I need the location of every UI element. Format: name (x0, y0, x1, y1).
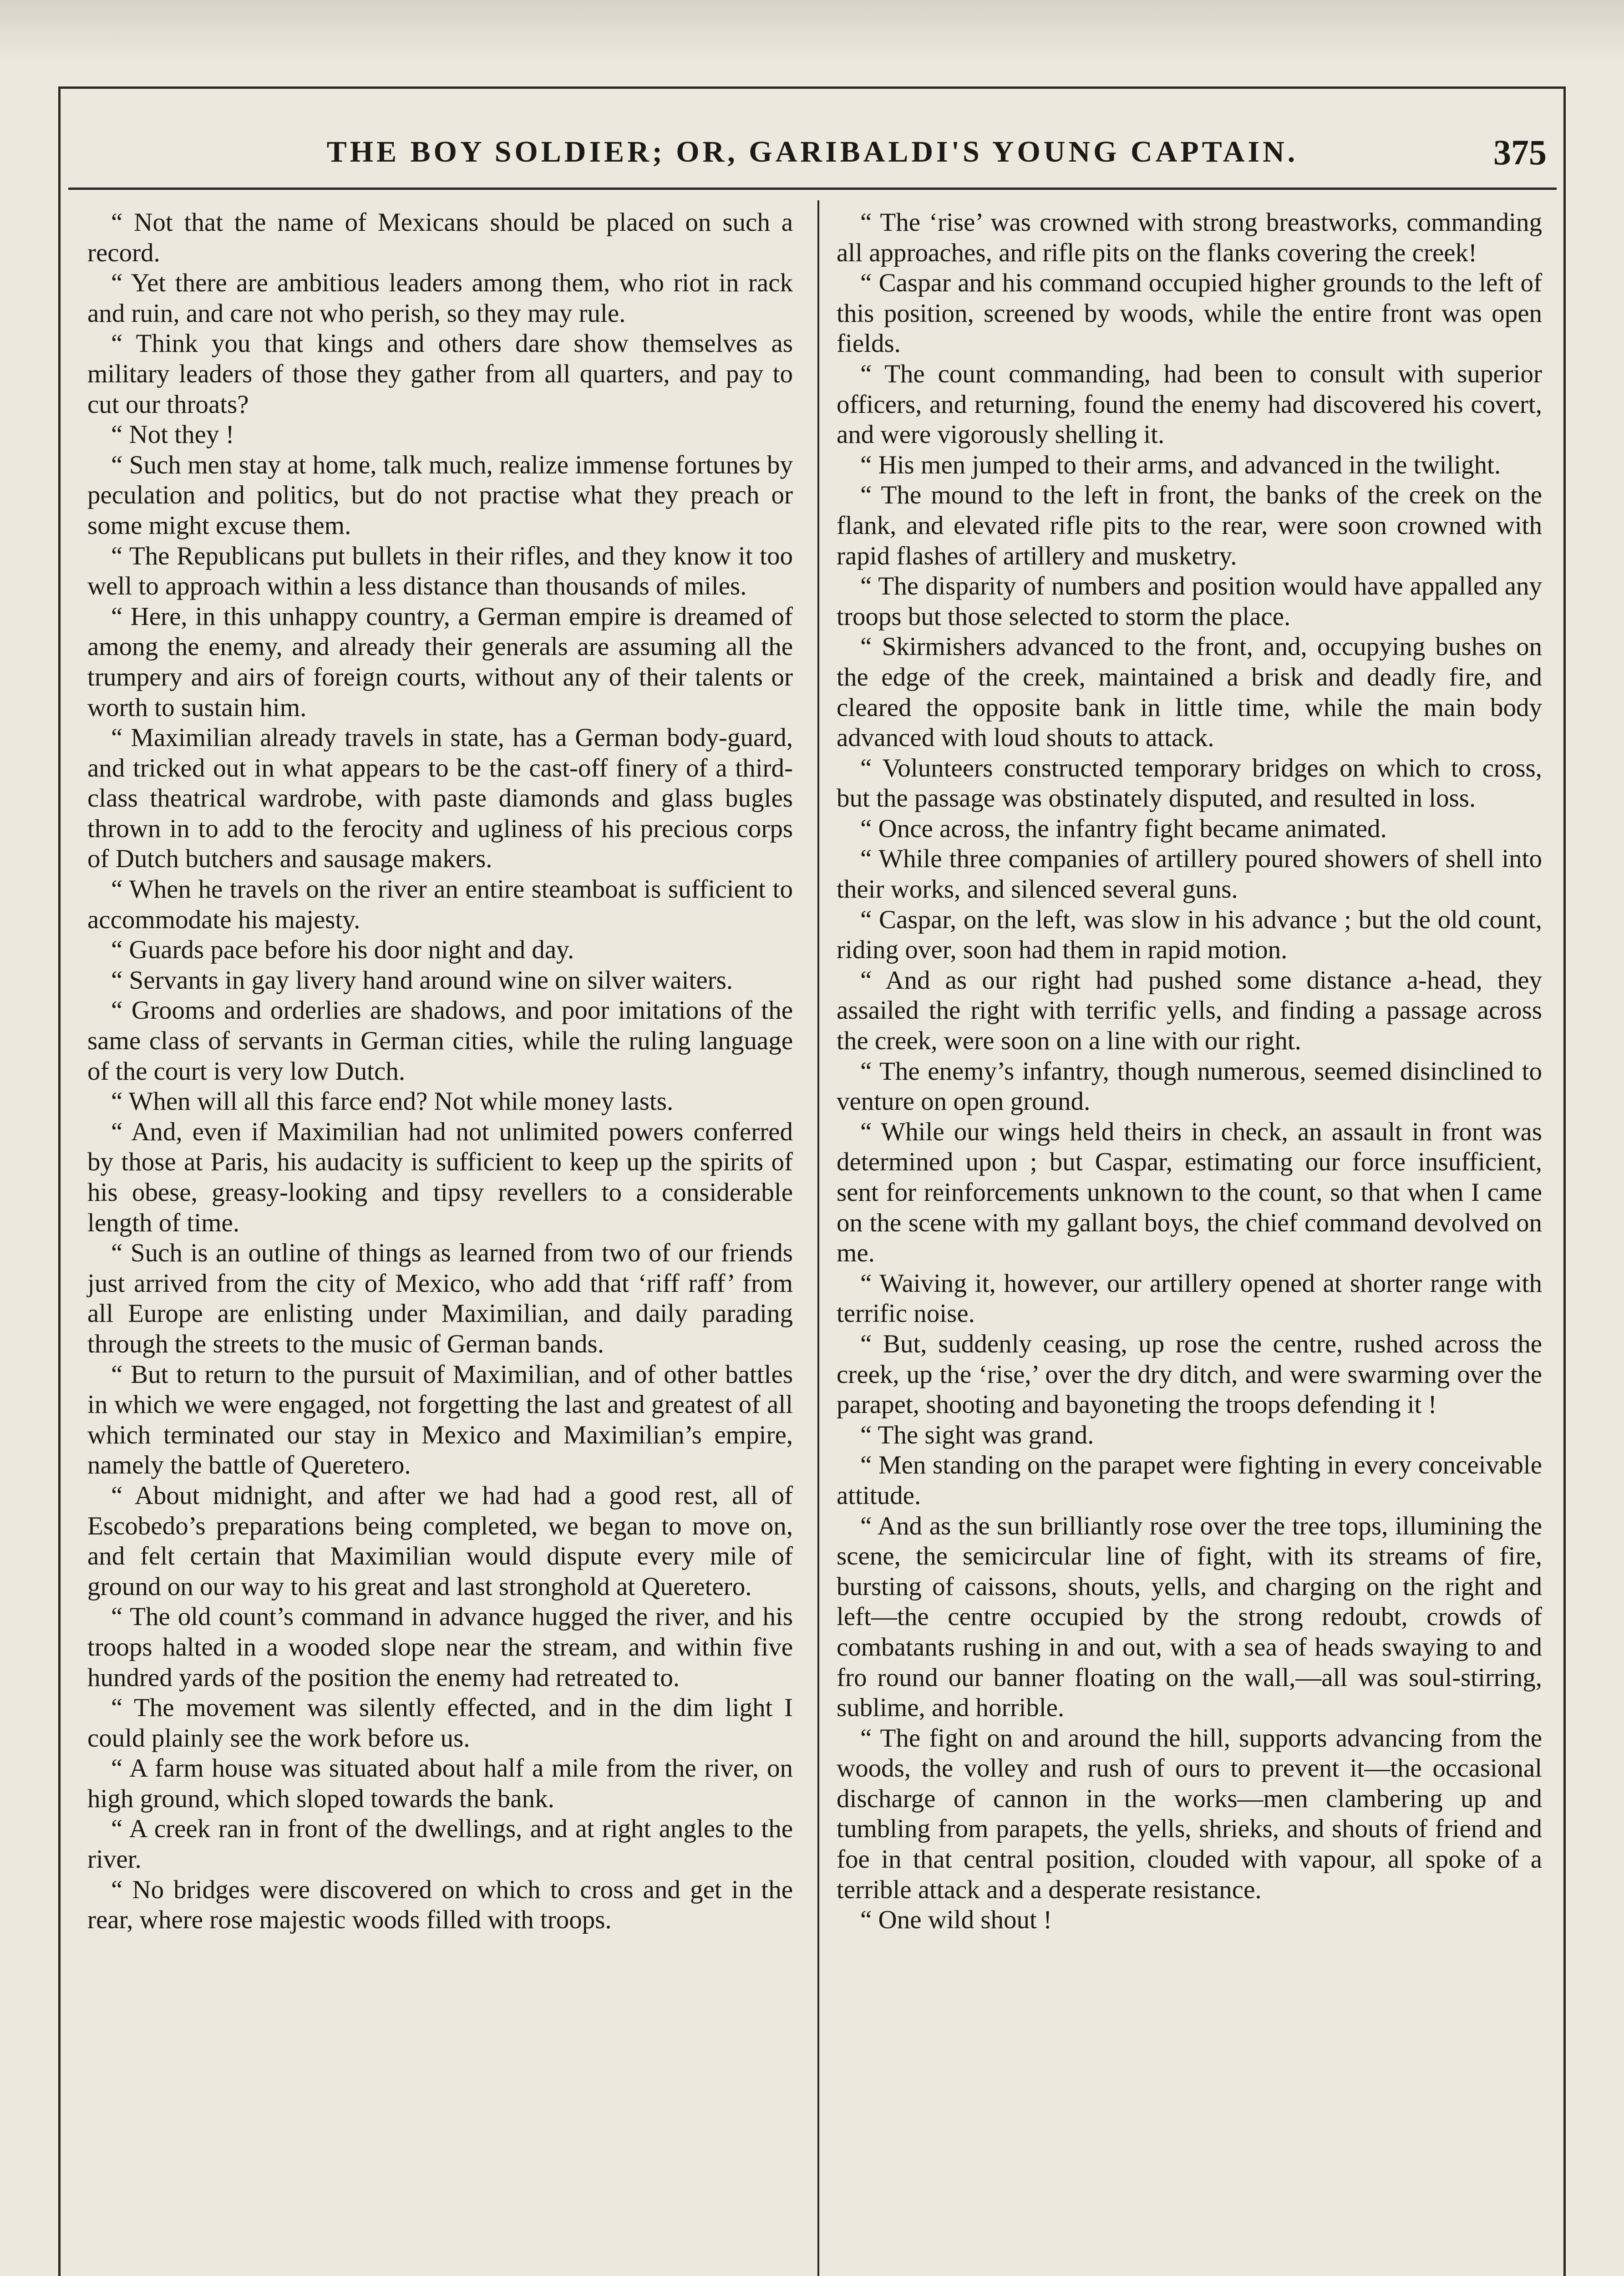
paragraph: “ Maximilian already travels in state, has a German body-guard, and tricked out in what appears to be the cast-off finery of a third-class theatrical wardrobe, with paste diamonds and glass bugles thrown in to add to the ferocity and ugliness of his precious corps of Dutch butchers and sausage makers. (87, 723, 793, 874)
paragraph: “ Yet there are ambitious leaders among them, who riot in rack and ruin, and care not who perish, so they may rule. (87, 269, 793, 328)
paragraph: “ When will all this farce end? Not while money lasts. (111, 1087, 674, 1116)
paragraph: “ Caspar and his command occupied higher grounds to the left of this position, screened by woods, while the entire front was open fields. (837, 269, 1542, 358)
paragraph: “ A creek ran in front of the dwellings, and at right angles to the river. (87, 1814, 793, 1874)
paragraph: “ And, even if Maximilian had not unlimited powers conferred by those at Paris, his audacity is sufficient to keep up the spirits of his obese, greasy-looking and tipsy revellers to a considerable length of time. (87, 1117, 793, 1237)
page-edge-shadow (0, 0, 1624, 64)
paragraph: “ The disparity of numbers and position would have appalled any troops but those selected to storm the place. (837, 572, 1542, 631)
paragraph: “ While our wings held theirs in check, an assault in front was determined upon ; but Caspar, estimating our force insufficient, sent for reinforcements unknown to the count, so that when I came on the scene with my gallant boys, the chief command devolved on me. (837, 1117, 1542, 1268)
paragraph: “ Not they ! (111, 420, 234, 449)
paragraph: “ But, suddenly ceasing, up rose the centre, rushed across the creek, up the ‘rise,’ over the dry ditch, and were swarming over the parapet, shooting and bayoneting the troops defending it ! (837, 1329, 1542, 1419)
paragraph: “ Here, in this unhappy country, a German empire is dreamed of among the enemy, and already their generals are assuming all the trumpery and airs of foreign courts, without any of their talents or worth to sustain him. (87, 602, 793, 722)
page-number: 375 (1493, 132, 1547, 172)
paragraph: “ About midnight, and after we had had a good rest, all of Escobedo’s preparations being completed, we began to move on, and felt certain that Maximilian would dispute every mile of ground on our way to his great and last stronghold at Queretero. (87, 1481, 793, 1601)
paragraph: “ The movement was silently effected, and in the dim light I could plainly see the work before us. (87, 1693, 793, 1753)
paragraph: “ Skirmishers advanced to the front, and, occupying bushes on the edge of the creek, maintained a brisk and deadly fire, and cleared the opposite bank in little time, while the main body advanced with loud shouts to attack. (837, 632, 1542, 752)
paragraph: “ Guards pace before his door night and day. (111, 935, 574, 965)
paragraph: “ Once across, the infantry fight became animated. (860, 814, 1387, 843)
paragraph: “ While three companies of artillery poured showers of shell into their works, and silenced several guns. (837, 844, 1542, 904)
running-title: THE BOY SOLDIER; OR, GARIBALDI'S YOUNG CAPTAIN. (326, 135, 1299, 168)
paragraph: “ Volunteers constructed temporary bridges on which to cross, but the passage was obstinately disputed, and resulted in loss. (837, 753, 1542, 813)
paragraph: “ But to return to the pursuit of Maximilian, and of other battles in which we were engaged, not forgetting the last and greatest of all which terminated our stay in Mexico and Maximilian’s empire, namely the battle of Queretero. (87, 1360, 793, 1480)
paragraph: “ When he travels on the river an entire steamboat is sufficient to accommodate his majesty. (87, 875, 793, 934)
paragraph: “ And as our right had pushed some distance a-head, they assailed the right with terrific yells, and finding a passage across the creek, were soon on a line with our right. (837, 965, 1542, 1056)
paragraph: “ The enemy’s infantry, though numerous, seemed disinclined to venture on open ground. (837, 1057, 1542, 1116)
paragraph: “ Men standing on the parapet were fighting in every conceivable attitude. (837, 1451, 1542, 1510)
paragraph: “ Grooms and orderlies are shadows, and poor imitations of the same class of servants in German cities, while the ruling language of the court is very low Dutch. (87, 996, 793, 1086)
paragraph: “ Waiving it, however, our artillery opened at shorter range with terrific noise. (837, 1269, 1542, 1328)
paragraph: “ Servants in gay livery hand around wine on silver waiters. (111, 965, 733, 995)
header-rule (68, 188, 1557, 190)
paragraph: “ Not that the name of Mexicans should be placed on such a record. (87, 208, 793, 267)
paragraph: “ The mound to the left in front, the banks of the creek on the flank, and elevated rifle pits to the rear, were soon crowned with rapid flashes of artillery and musketry. (837, 481, 1542, 570)
page-header (68, 132, 1557, 182)
paragraph: “ Such is an outline of things as learned from two of our friends just arrived from the city of Mexico, who add that ‘riff raff’ from all Europe are enlisting under Maximilian, and daily parading through the streets to the music of German bands. (87, 1239, 793, 1358)
paragraph: “ The count commanding, had been to consult with superior officers, and returning, found the enemy had discovered his covert, and were vigorously shelling it. (837, 359, 1542, 449)
paragraph: “ Such men stay at home, talk much, realize immense fortunes by peculation and politics, but do not practise what they preach or some might excuse them. (87, 450, 793, 540)
paragraph: “ And as the sun brilliantly rose over the tree tops, illumining the scene, the semicircular line of fight, with its streams of fire, bursting of caissons, shouts, yells, and charging on the right and left—the centre occupied by the strong redoubt, crowds of combatants rushing in and out, with a sea of heads swaying to and fro round our banner floating on the wall,—all was soul-stirring, sublime, and horrible. (837, 1511, 1542, 1722)
paragraph: “ The old count’s command in advance hugged the river, and his troops halted in a wooded slope near the stream, and within five hundred yards of the position the enemy had retreated to. (87, 1602, 793, 1692)
paragraph: “ No bridges were discovered on which to cross and get in the rear, where rose majestic woods filled with troops. (87, 1875, 793, 1935)
paragraph: “ The sight was grand. (860, 1420, 1094, 1449)
paragraph: “ One wild shout ! (860, 1905, 1052, 1935)
paragraph: “ A farm house was situated about half a mile from the river, on high ground, which sloped towards the bank. (87, 1754, 793, 1813)
paragraph: “ Caspar, on the left, was slow in his advance ; but the old count, riding over, soon had them in rapid motion. (837, 905, 1542, 965)
paragraph: “ Think you that kings and others dare show themselves as military leaders of those they gather from all quarters, and pay to cut our throats? (87, 329, 793, 419)
paragraph: “ The ‘rise’ was crowned with strong breastworks, commanding all approaches, and rifle pits on the flanks covering the creek! (837, 208, 1542, 267)
column-divider (817, 200, 819, 2276)
paragraph: “ The fight on and around the hill, supports advancing from the woods, the volley and rush of ours to prevent it—the occasional discharge of cannon in the works—men clambering up and tumbling from parapets, the yells, shrieks, and shouts of friend and foe in that central position, clouded with vapour, all spoke of a terrible attack and a desperate resistance. (837, 1723, 1542, 1904)
right-column (837, 208, 1542, 1936)
paragraph: “ His men jumped to their arms, and advanced in the twilight. (860, 450, 1501, 479)
left-column (87, 208, 793, 1936)
paragraph: “ The Republicans put bullets in their rifles, and they know it too well to approach within a less distance than thousands of miles. (87, 541, 793, 601)
